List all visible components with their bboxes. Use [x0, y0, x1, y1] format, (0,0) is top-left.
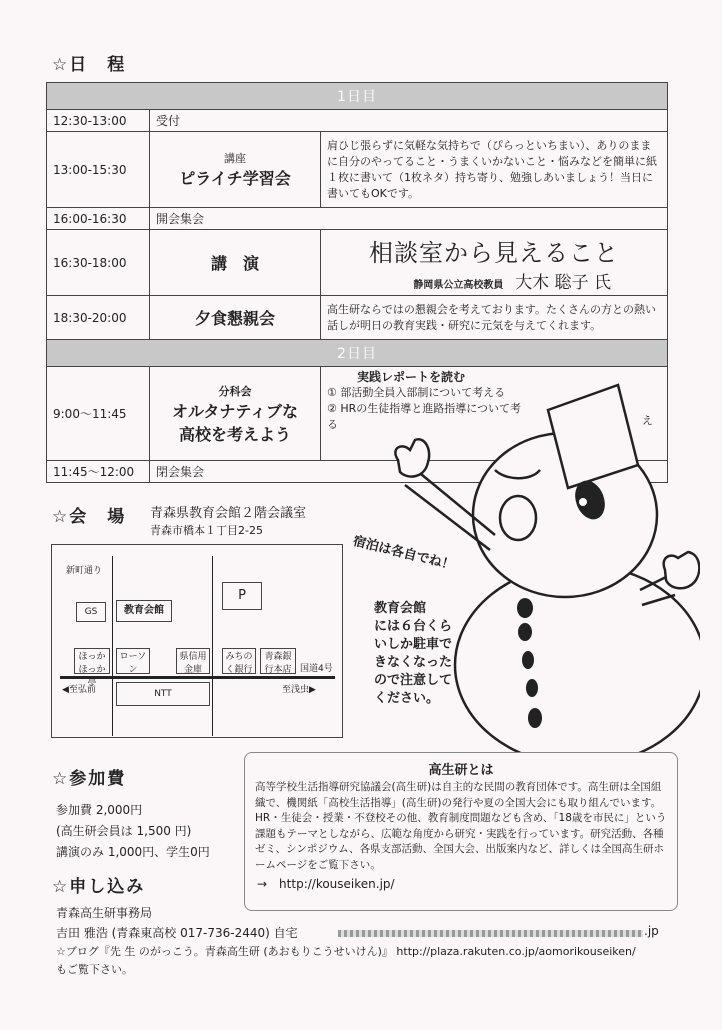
parking-line: には６台くら [374, 619, 453, 634]
table-cell: 受付 [150, 110, 668, 132]
speaker-affiliation: 静岡県公立高校教員 [413, 279, 504, 291]
table-cell: 9:00〜11:45 [47, 367, 150, 461]
map-aomoribank: 青森銀行本店 [260, 648, 296, 674]
session-title: 講 演 [150, 230, 321, 296]
session-sub: 分科会 [218, 384, 252, 398]
apply-contact: 吉田 雅浩 (青森東高校 017-736-2440) 自宅 [56, 926, 298, 940]
stay-note: 宿泊は各自でね！ [351, 533, 456, 574]
day1-header: 1日目 [47, 83, 668, 110]
table-cell [150, 132, 321, 208]
blog-line-2: もご覧下さい。 [56, 963, 133, 976]
snowman-illustration [370, 370, 700, 770]
lecture-cell [321, 230, 668, 296]
table-cell: 13:00-15:30 [47, 132, 150, 208]
session-title: ピライチ学習会 [179, 169, 291, 188]
map-west: ◀至弘前 [62, 685, 96, 695]
table-cell: 開会集会 [150, 208, 668, 230]
speaker-name: 大木 聡子 氏 [515, 272, 611, 293]
report-item: ② HRの生徒指導と進路指導について考 [327, 402, 522, 415]
venue-name: 青森県教育会館２階会議室 [150, 506, 307, 521]
email-domain: .jp [644, 924, 659, 938]
map-michinoku: みちのく銀行 [222, 648, 256, 674]
venue-heading: ☆会 場 [52, 507, 127, 527]
parking-line: 教育会館 [374, 601, 427, 616]
day2-header: 2日目 [47, 340, 668, 367]
map-road [212, 556, 213, 736]
venue-address: 青森市橋本１丁目2-25 [150, 524, 263, 537]
map-shinyo: 県信用金庫 [176, 648, 210, 674]
map-east: 至浅虫▶ [282, 685, 316, 695]
fee-line: 参加費 2,000円 [56, 803, 143, 817]
about-title: 高生研とは [428, 763, 494, 778]
report-item: ① 部活動全員入部制について考える [327, 386, 506, 399]
map-ntt: NTT [116, 682, 210, 706]
parking-line: ください。 [374, 691, 440, 706]
session-desc: 肩ひじ張らずに気軽な気持ちで（ぴらっといちまい）、ありのままに自分のやってること・うまくいかないこと・悩みなどを簡単に紙１枚に書いて（1枚ネタ）持ち寄り、勉強しあいましょう！当日に書いてもOKです。 [321, 132, 668, 208]
table-cell: 12:30-13:00 [47, 110, 150, 132]
table-cell: 閉会集会 [150, 461, 668, 483]
session-title: 夕食懇親会 [150, 296, 321, 340]
report-item-cont-2: え [642, 414, 653, 427]
map-parking: P [222, 582, 262, 610]
about-url[interactable]: → http://kouseiken.jp/ [257, 877, 395, 891]
apply-heading: ☆申し込み [52, 877, 146, 897]
map-lawson: ローソン [116, 648, 150, 674]
parking-line: ので注意して [374, 673, 453, 688]
parking-line: いしか駐車で [374, 637, 453, 652]
session-title: オルタナティブな [171, 401, 299, 421]
map-hokka: ほっかほっか亭 [74, 648, 110, 674]
table-cell: 16:30-18:00 [47, 230, 150, 296]
parking-line: きなくなった [374, 655, 453, 670]
table-cell: 16:00-16:30 [47, 208, 150, 230]
map-route: 国道4号 [300, 664, 333, 674]
map-kyoiku: 教育会館 [116, 600, 172, 622]
lecture-title: 相談室から見えること [369, 238, 619, 267]
table-cell: 11:45〜12:00 [47, 461, 150, 483]
parking-note [374, 600, 452, 708]
blog-line[interactable]: ☆ブログ『先 生 のがっこう。青森高生研 (あおもりこうせいけん)』 http://plaza.rakuten.co.jp/aomorikouseiken/ [56, 945, 636, 958]
about-box [244, 752, 678, 911]
map-national-road [60, 676, 335, 679]
report-title: 実践レポートを読む [357, 370, 466, 384]
schedule-heading: ☆日 程 [52, 55, 127, 75]
session-title-2: 高校を考えよう [178, 424, 291, 444]
redacted-email [338, 930, 643, 937]
fee-heading: ☆参加費 [52, 769, 127, 789]
table-cell [150, 367, 321, 461]
apply-office: 青森高生研事務局 [56, 906, 153, 920]
fee-line: 講演のみ 1,000円、学生0円 [56, 845, 210, 859]
about-body: 高等学校生活指導研究協議会(高生研)は自主的な民間の教育団体です。高生研は全国組織で、機関紙「高校生活指導」(高生研)の発行や夏の全国大会にも取り組んでいます。HR・生徒会・授業・不登校その他、教育制度問題なども含め、「18歳を市民に」という課題もテーマとしながら、広範な角度から研究・実践を行っています。研究活動、各種ゼミ、シンポジウム、各県支部活動、全国大会、出版案内など、詳しくは全国高生研ホームページをご覧下さい。 [255, 781, 667, 871]
map-road [112, 556, 113, 736]
session-sub: 講座 [224, 152, 246, 165]
report-item-cont: る [327, 418, 338, 431]
map-street: 新町通り [66, 566, 103, 576]
table-cell: 18:30-20:00 [47, 296, 150, 340]
map-gs: GS [76, 602, 106, 622]
fee-line: (高生研会員は 1,500 円) [56, 824, 192, 838]
session-desc: 高生研ならではの懇親会を考えております。たくさんの方との熱い話しが明日の教育実践・研究に元気を与えてくれます。 [321, 296, 668, 340]
fee-list [56, 800, 210, 863]
